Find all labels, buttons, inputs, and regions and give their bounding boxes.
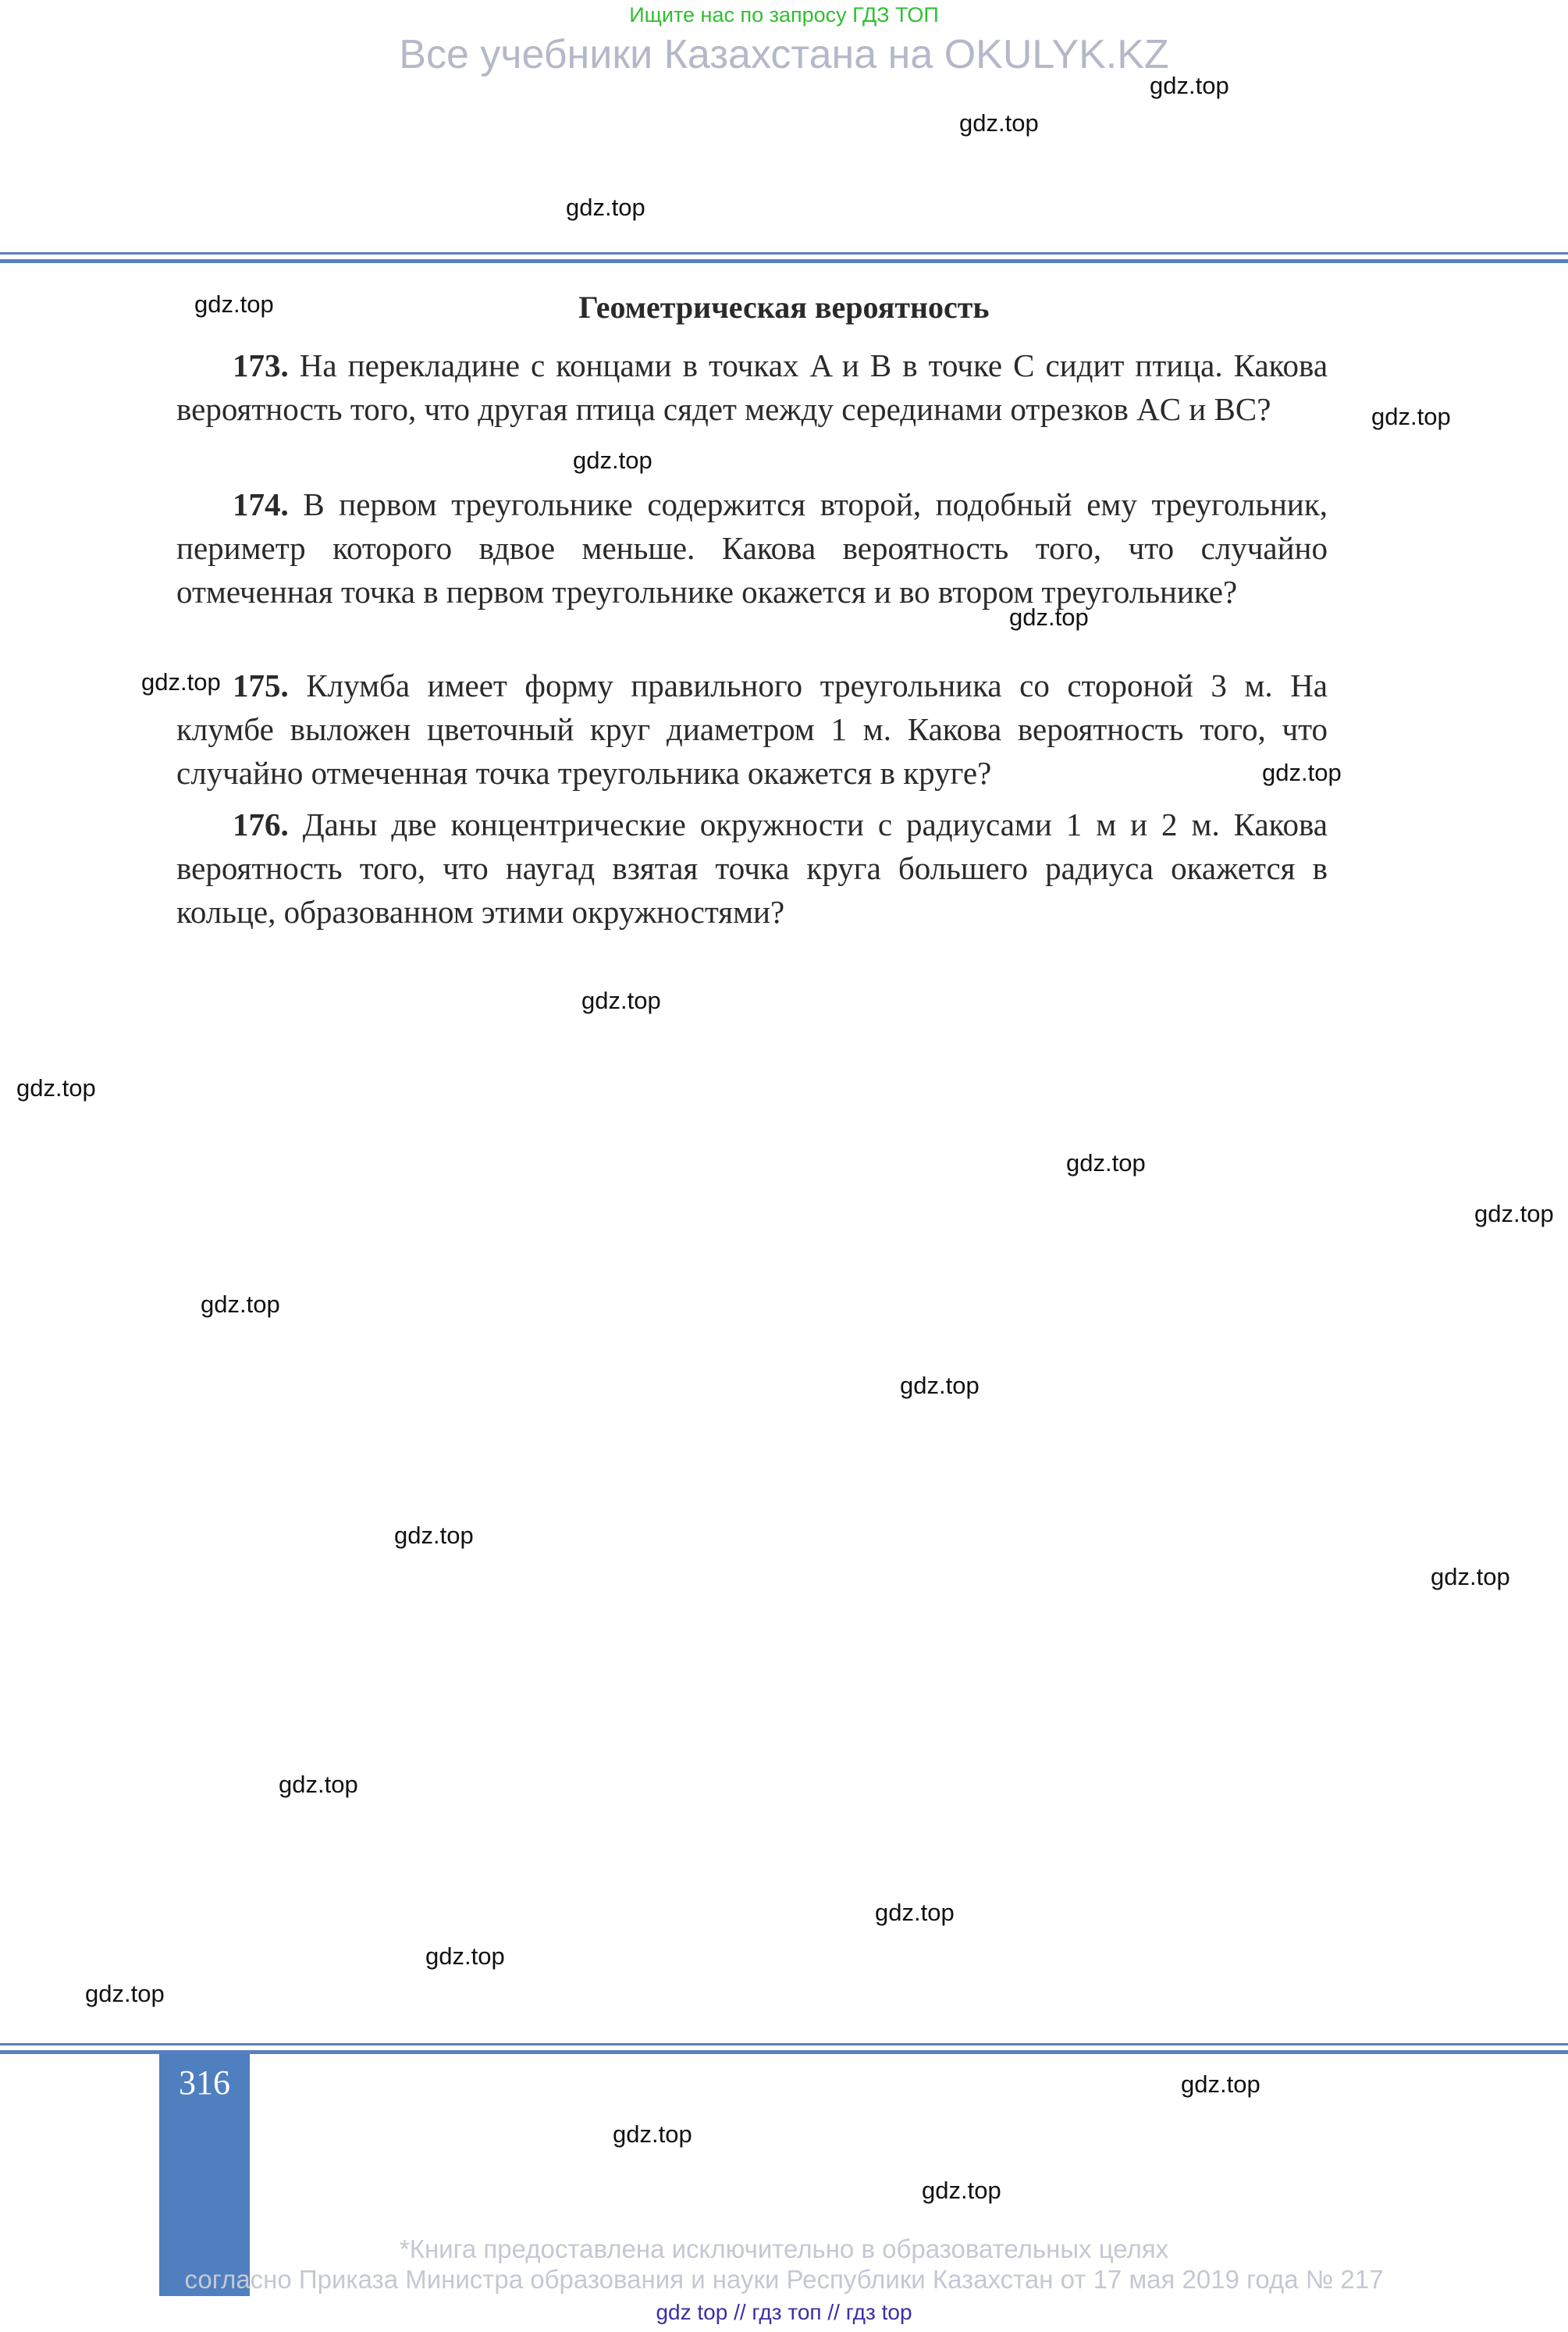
watermark: gdz.top — [201, 1291, 280, 1318]
watermark: gdz.top — [85, 1980, 165, 2007]
footer-links[interactable]: gdz top // гдз топ // гдз top — [656, 2300, 912, 2324]
watermark: gdz.top — [581, 987, 661, 1014]
problem-173 — [176, 344, 1328, 431]
watermark: gdz.top — [141, 668, 221, 696]
watermark: gdz.top — [1262, 759, 1342, 786]
watermark: gdz.top — [194, 290, 274, 318]
problem-text: Даны две концентрические окружности с радиусами 1 м и 2 м. Какова вероятность того, что наугад взятая точка круга большего радиуса окажется в кольце, образованном этими окружностями? — [176, 806, 1328, 930]
watermark: gdz.top — [1150, 72, 1229, 99]
problem-text: Клумба имеет форму правильного треугольника со стороной 3 м. На клумбе выложен цветочный круг диаметром 1 м. Какова вероятность того, что случайно отмеченная точка треугольника окажется в круге? — [176, 668, 1328, 791]
watermark: gdz.top — [566, 194, 645, 221]
problem-text: В первом треугольнике содержится второй, подобный ему треугольник, периметр которого вдвое меньше. Какова вероятность того, что случайно отмеченная точка в первом треугольнике окажется и во втором треугольнике? — [176, 486, 1328, 610]
problem-number: 174. — [233, 486, 289, 522]
watermark: gdz.top — [1431, 1563, 1510, 1590]
top-divider — [0, 252, 1568, 263]
watermark: gdz.top — [959, 109, 1039, 137]
page-number: 316 — [179, 2063, 230, 2102]
watermark: gdz.top — [1066, 1149, 1146, 1177]
watermark: gdz.top — [16, 1074, 96, 1102]
watermark: gdz.top — [875, 1899, 955, 1926]
problem-number: 173. — [233, 347, 289, 383]
bottom-divider — [0, 2043, 1568, 2054]
watermark: gdz.top — [573, 447, 652, 474]
problem-175 — [176, 664, 1328, 795]
watermark: gdz.top — [394, 1522, 474, 1549]
watermark: gdz.top — [922, 2177, 1001, 2204]
watermark: gdz.top — [1181, 2070, 1260, 2098]
watermark: gdz.top — [1009, 603, 1089, 631]
watermark: gdz.top — [1474, 1200, 1554, 1227]
problem-text: На перекладине с концами в точках A и B в точке C сидит птица. Какова вероятность того, что другая птица сядет между серединами отрезков AC и BC? — [176, 347, 1328, 427]
watermark: gdz.top — [900, 1372, 980, 1399]
disclaimer-line-1: *Книга предоставлена исключительно в образовательных целях — [399, 2234, 1169, 2263]
watermark: gdz.top — [425, 1942, 505, 1970]
problem-number: 176. — [233, 806, 289, 842]
problem-176 — [176, 803, 1328, 934]
problem-number: 175. — [233, 668, 289, 703]
watermark: gdz.top — [279, 1771, 358, 1798]
watermark: gdz.top — [1371, 403, 1451, 430]
disclaimer-line-2: согласно Приказа Министра образования и науки Республики Казахстан от 17 мая 2019 года № 217 — [184, 2265, 1384, 2294]
section-title: Геометрическая вероятность — [578, 290, 990, 325]
problem-174 — [176, 482, 1328, 614]
watermark: gdz.top — [613, 2120, 692, 2148]
site-banner-link[interactable]: Все учебники Казахстана на OKULYK.KZ — [399, 32, 1169, 77]
search-hint: Ищите нас по запросу ГДЗ ТОП — [629, 3, 939, 27]
